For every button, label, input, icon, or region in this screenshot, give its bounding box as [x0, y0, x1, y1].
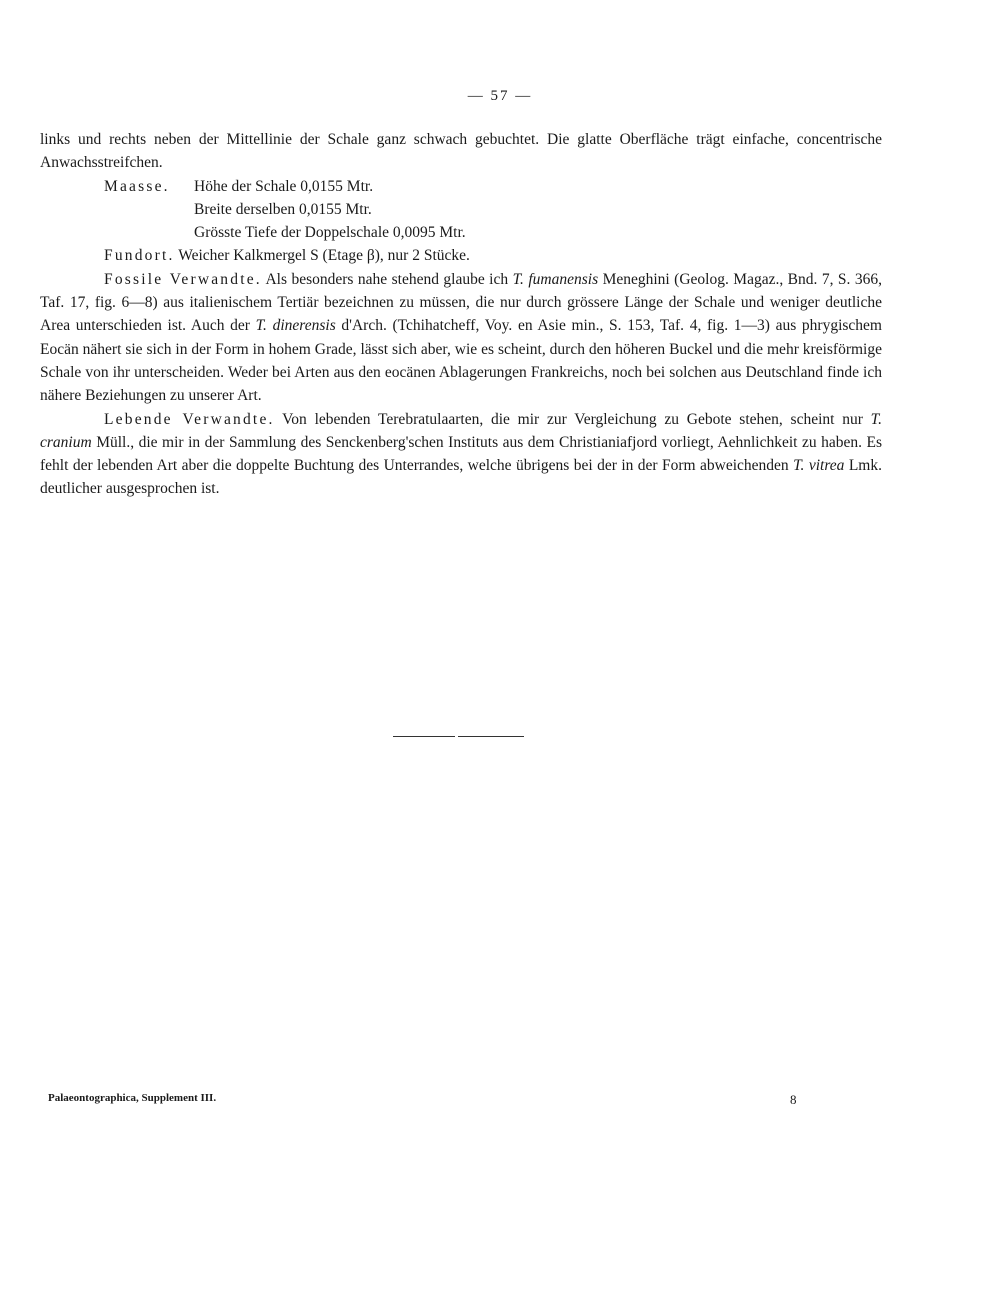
- footer-journal: Palaeontographica, Supplement III.: [48, 1092, 217, 1104]
- fundort-text: Weicher Kalkmergel S (Etage β), nur 2 Stücke.: [178, 247, 470, 265]
- maasse-row-1: [40, 175, 882, 198]
- lebende-text-2: Müll., die mir in der Sammlung des Senckenberg'schen Instituts aus dem Christianiafjord vorliegt, Aehnlichkeit zu haben. Es fehlt der lebenden Art aber die doppelte Buchtung des Unterrandes, welche übrigens bei der in der Form abweichenden: [40, 433, 882, 475]
- species-cranium: T. cranium: [40, 410, 883, 451]
- lebende-paragraph: [40, 408, 882, 501]
- fossile-text-3: d'Arch. (Tchihatcheff, Voy. en Asie min., S. 153, Taf. 4, fig. 1—3) aus phrygischem Eocän nähert sie sich in der Form in hohem Grade, lässt sich aber, wie es scheint, durch den höheren Buckel und die mehr kreisförmige Schale von ihr unterscheiden. Weder bei Arten aus den eocänen Ablagerungen Frankreichs, noch bei solchen aus Deutschland finde ich nähere Beziehungen zu unserer Art.: [40, 317, 882, 405]
- fossile-text-1: Als besonders nahe stehend glaube ich: [265, 270, 509, 288]
- fundort-paragraph: [40, 244, 882, 267]
- maasse-width: Breite derselben 0,0155 Mtr.: [194, 200, 372, 218]
- maasse-label: Maasse.: [104, 177, 170, 195]
- page-number: — 57 —: [467, 88, 533, 104]
- maasse-row-3: [40, 221, 882, 244]
- species-vitrea: T. vitrea: [793, 457, 845, 475]
- species-fumanensis: T. fumanensis: [512, 270, 599, 288]
- section-divider-left: [393, 736, 455, 737]
- fossile-text-2: Meneghini (Geolog. Magaz., Bnd. 7, S. 366, Taf. 17, fig. 6—8) aus italienischem Tertiär bezeichnen zu müssen, die nur durch grössere Länge der Schale und weniger deutliche Area unterschieden ist. Auch der: [40, 270, 882, 335]
- maasse-height: Höhe der Schale 0,0155 Mtr.: [194, 177, 374, 195]
- fossile-label: Fossile Verwandte.: [104, 270, 262, 288]
- body-text: [40, 128, 882, 501]
- fundort-label: Fundort.: [104, 247, 175, 265]
- species-dinerensis: T. dinerensis: [255, 317, 336, 335]
- section-divider-right: [458, 736, 524, 737]
- maasse-depth: Grösste Tiefe der Doppelschale 0,0095 Mtr.: [194, 224, 466, 242]
- fossile-paragraph: [40, 268, 882, 408]
- maasse-row-2: [40, 198, 882, 221]
- lebende-text-3: Lmk. deutlicher ausgesprochen ist.: [40, 457, 882, 498]
- footer-sheet-number: 8: [790, 1092, 797, 1107]
- lebende-text-1: Von lebenden Terebratulaarten, die mir zur Vergleichung zu Gebote stehen, scheint nur: [282, 410, 863, 428]
- continuation-paragraph: links und rechts neben der Mittellinie der Schale ganz schwach gebuchtet. Die glatte Oberfläche trägt einfache, concentrische Anwachsstreifchen.: [40, 131, 882, 172]
- lebende-label: Lebende Verwandte.: [104, 410, 275, 428]
